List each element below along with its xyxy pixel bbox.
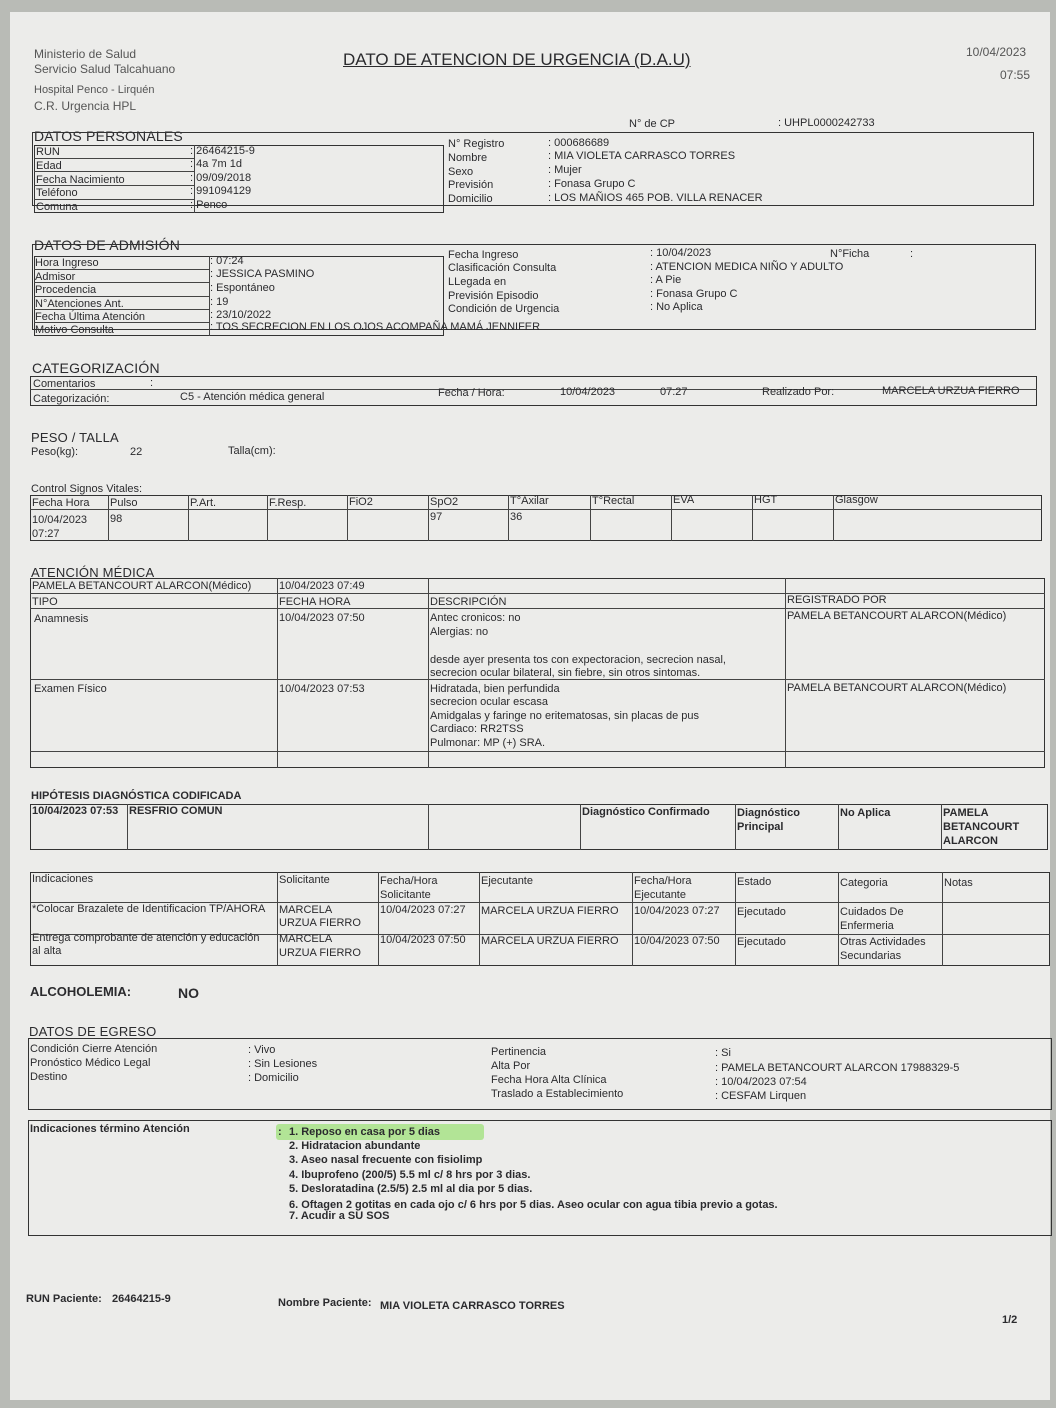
end-indications-label: Indicaciones término Atención [30, 1123, 190, 1135]
end-indications-box [28, 1120, 1052, 1236]
discharge-destination-label: Destino [30, 1071, 68, 1083]
prevision-label: Previsión [448, 179, 494, 191]
vitals-title: Control Signos Vitales: [31, 483, 143, 495]
footer-name-value: MIA VIOLETA CARRASCO TORRES [380, 1300, 565, 1312]
medical-header-registered: REGISTRADO POR [787, 594, 887, 606]
alcohol-label: ALCOHOLEMIA: [30, 984, 132, 999]
atenciones-label: N°Atenciones Ant. [35, 298, 124, 310]
unit-text: C.R. Urgencia HPL [34, 99, 137, 113]
ind-header-request-date: Fecha/Hora [380, 875, 438, 887]
domicilio-value: : LOS MAÑIOS 465 POB. VILLA RENACER [548, 192, 763, 204]
footer-run-label: RUN Paciente: [26, 1293, 102, 1305]
run-value: : 26464215-9 [190, 145, 255, 157]
diagnosis-principal: Diagnóstico [737, 807, 800, 819]
motivo-value: : TOS SECRECION EN LOS OJOS ACOMPAÑA MAMÁ JENNIFER [210, 321, 541, 333]
ministry-text: Ministerio de Salud [34, 47, 137, 61]
discharge-transfer-label: Traslado a Establecimiento [491, 1088, 624, 1100]
ind-header-status: Estado [737, 876, 772, 888]
medical-doctor-datetime: 10/04/2023 07:49 [279, 580, 365, 592]
vitals-header-fio2: FiO2 [349, 496, 373, 508]
hora-ingreso-value: : 07:24 [210, 255, 244, 267]
ind-row-1-category: Enfermeria [840, 920, 894, 932]
footer-name-label: Nombre Paciente: [278, 1297, 372, 1309]
discharge-pertinence-label: Pertinencia [491, 1046, 547, 1058]
vitals-header-glasgow: Glasgow [835, 494, 878, 506]
print-date: 10/04/2023 [966, 45, 1027, 59]
vitals-header-taxilar: T°Axilar [510, 495, 549, 507]
end-indication-item: 1. Reposo en casa por 5 dias [289, 1126, 441, 1138]
discharge-by-value: : PAMELA BETANCOURT ALARCON 17988329-5 [715, 1062, 960, 1074]
end-indication-item: 3. Aseo nasal frecuente con fisiolimp [289, 1154, 483, 1166]
weight-section-title: PESO / TALLA [31, 430, 119, 445]
age-label: Edad [36, 160, 62, 172]
birth-label: Fecha Nacimiento [36, 174, 125, 186]
end-indications-colon: : [278, 1126, 282, 1138]
categorization-time: 07:27 [660, 386, 688, 398]
end-indication-item: 4. Ibuprofeno (200/5) 5.5 ml c/ 8 hrs por 3 dias. [289, 1169, 531, 1181]
ind-row-1-requester: MARCELA [279, 904, 333, 916]
clasificacion-value: : ATENCION MEDICA NIÑO Y ADULTO [650, 261, 844, 273]
diagnosis-principal: Principal [737, 821, 784, 833]
nombre-value: : MIA VIOLETA CARRASCO TORRES [548, 150, 736, 162]
print-time: 07:55 [1000, 68, 1031, 82]
cp-label: N° de CP [629, 118, 675, 130]
cp-value: : UHPL0000242733 [778, 117, 875, 129]
ind-row-2-requester: URZUA FIERRO [279, 947, 361, 959]
categorization-datetime-label: Fecha / Hora: [438, 387, 505, 399]
domicilio-label: Domicilio [448, 193, 493, 205]
ind-row-2-executor: MARCELA URZUA FIERRO [481, 935, 619, 947]
ind-row-2-category: Otras Actividades [840, 936, 926, 948]
vitals-header-pulse: Pulso [110, 497, 138, 509]
page-number: 1/2 [1002, 1314, 1018, 1326]
anamnesis-datetime: 10/04/2023 07:50 [279, 612, 365, 624]
anamnesis-line: Antec cronicos: no [430, 612, 521, 624]
exam-line: Cardiaco: RR2TSS [430, 723, 524, 735]
hora-ingreso-label: Hora Ingreso [35, 257, 99, 269]
weight-label: Peso(kg): [31, 446, 79, 458]
fecha-ingreso-value: : 10/04/2023 [650, 247, 712, 259]
anamnesis-line: desde ayer presenta tos con expectoracion, secrecion nasal, [430, 654, 726, 666]
vitals-header-trectal: T°Rectal [592, 495, 635, 507]
ind-row-2-request-date: 10/04/2023 07:50 [380, 934, 466, 946]
ficha-value: : [910, 248, 914, 260]
hospital-text: Hospital Penco - Lirquén [34, 84, 155, 96]
comuna-value: : Penco [190, 199, 228, 211]
document-sheet [10, 12, 1050, 1400]
ind-header-request-date: Solicitante [380, 889, 431, 901]
service-text: Servicio Salud Talcahuano [34, 62, 176, 76]
end-indication-item: 2. Hidratacion abundante [289, 1140, 421, 1152]
exam-line: Amidgalas y faringe no eritematosas, sin placas de pus [430, 710, 700, 722]
personal-section-title: DATOS PERSONALES [34, 128, 183, 144]
atenciones-value: : 19 [210, 296, 229, 308]
fecha-ingreso-label: Fecha Ingreso [448, 249, 519, 261]
discharge-by-label: Alta Por [491, 1060, 531, 1072]
llegada-label: LLegada en [448, 276, 507, 288]
medical-doctor: PAMELA BETANCOURT ALARCON(Médico) [32, 580, 252, 592]
ind-header-exec-date: Ejecutante [634, 889, 686, 901]
llegada-value: : A Pie [650, 274, 682, 286]
run-label: RUN [36, 146, 60, 158]
ind-row-1-exec-date: 10/04/2023 07:27 [634, 905, 720, 917]
exam-line: Pulmonar: MP (+) SRA. [430, 737, 546, 749]
vitals-header-eva: EVA [673, 494, 695, 506]
comments-value: : [150, 377, 154, 389]
diagnosis-applies: No Aplica [840, 807, 891, 819]
vitals-header-spo2: SpO2 [430, 496, 459, 508]
ind-row-2-requester: MARCELA [279, 933, 333, 945]
exam-datetime: 10/04/2023 07:53 [279, 683, 365, 695]
phone-value: : 991094129 [190, 185, 252, 197]
vitals-row-pulse: 98 [110, 513, 123, 525]
ultima-atencion-label: Fecha Última Atención [35, 311, 146, 323]
categorization-by-label: Realizado Por: [762, 386, 835, 398]
phone-label: Teléfono [36, 187, 78, 199]
ind-row-2-category: Secundarias [840, 950, 902, 962]
ind-row-2-indication: al alta [32, 945, 62, 957]
vitals-row-date: 10/04/2023 [32, 514, 88, 526]
diagnosis-section-title: HIPÓTESIS DIAGNÓSTICA CODIFICADA [31, 790, 242, 802]
medical-header-type: TIPO [32, 596, 58, 608]
anamnesis-line: Alergias: no [430, 626, 489, 638]
alcohol-value: NO [178, 985, 199, 1001]
discharge-transfer-value: : CESFAM Lirquen [715, 1090, 807, 1102]
anamnesis-type: Anamnesis [34, 613, 89, 625]
categorization-date: 10/04/2023 [560, 386, 616, 398]
discharge-prognosis-value: : Sin Lesiones [248, 1058, 318, 1070]
categorization-label: Categorización: [33, 393, 110, 405]
ind-row-1-requester: URZUA FIERRO [279, 917, 361, 929]
medical-header-datetime: FECHA HORA [279, 596, 351, 608]
discharge-destination-value: : Domicilio [248, 1072, 299, 1084]
anamnesis-line: secrecion ocular bilateral, sin fiebre, sin otros sintomas. [430, 667, 701, 679]
categorization-section-title: CATEGORIZACIÓN [32, 360, 160, 376]
admission-section-title: DATOS DE ADMISIÓN [34, 237, 181, 253]
birth-value: : 09/09/2018 [190, 172, 252, 184]
ind-row-2-status: Ejecutado [737, 936, 786, 948]
admisor-value: : JESSICA PASMINO [210, 268, 315, 280]
discharge-datetime-value: : 10/04/2023 07:54 [715, 1076, 807, 1088]
medical-header-description: DESCRIPCIÓN [430, 596, 507, 608]
ind-row-1-indication: *Colocar Brazalete de Identificacion TP/AHORA [32, 903, 266, 915]
ind-row-1-category: Cuidados De [840, 906, 904, 918]
procedencia-label: Procedencia [35, 284, 97, 296]
ind-header-executor: Ejecutante [481, 875, 533, 887]
ind-header-exec-date: Fecha/Hora [634, 875, 692, 887]
vitals-header-bp: P.Art. [190, 497, 217, 509]
vitals-header-resp: F.Resp. [269, 497, 307, 509]
comuna-label: Comuna [36, 201, 78, 213]
discharge-condition-value: : Vivo [248, 1044, 276, 1056]
footer-run-value: 26464215-9 [112, 1293, 171, 1305]
prevision-episodio-value: : Fonasa Grupo C [650, 288, 738, 300]
ultima-atencion-value: : 23/10/2022 [210, 309, 272, 321]
prevision-episodio-label: Previsión Episodio [448, 290, 539, 302]
condicion-value: : No Aplica [650, 301, 703, 313]
vitals-header-datetime: Fecha Hora [32, 497, 90, 509]
categorization-value: C5 - Atención médica general [180, 391, 325, 403]
end-indication-item: 5. Desloratadina (2.5/5) 2.5 ml al dia por 5 dias. [289, 1183, 533, 1195]
diagnosis-doctor: BETANCOURT [943, 821, 1020, 833]
ind-row-1-status: Ejecutado [737, 906, 786, 918]
vitals-row-spo2: 97 [430, 511, 443, 523]
prevision-value: : Fonasa Grupo C [548, 178, 636, 190]
categorization-by-value: MARCELA URZUA FIERRO [882, 385, 1020, 397]
condicion-label: Condición de Urgencia [448, 303, 560, 315]
medical-section-title: ATENCIÓN MÉDICA [31, 565, 155, 580]
exam-registered: PAMELA BETANCOURT ALARCON(Médico) [787, 682, 1007, 694]
registro-value: : 000686689 [548, 137, 610, 149]
exam-type: Examen Físico [34, 683, 107, 695]
diagnosis-doctor: PAMELA [943, 807, 989, 819]
ind-header-requester: Solicitante [279, 874, 330, 886]
nombre-label: Nombre [448, 152, 488, 164]
diagnosis-name: RESFRIO COMUN [129, 805, 223, 817]
vitals-header-hgt: HGT [754, 494, 778, 506]
discharge-condition-label: Condición Cierre Atención [30, 1043, 158, 1055]
age-value: : 4a 7m 1d [190, 158, 242, 170]
discharge-prognosis-label: Pronóstico Médico Legal [30, 1057, 151, 1069]
exam-line: secrecion ocular escasa [430, 696, 549, 708]
admisor-label: Admisor [35, 271, 76, 283]
diagnosis-confirmed: Diagnóstico Confirmado [582, 806, 710, 818]
ind-row-2-exec-date: 10/04/2023 07:50 [634, 935, 720, 947]
discharge-datetime-label: Fecha Hora Alta Clínica [491, 1074, 607, 1086]
vitals-row-time: 07:27 [32, 528, 60, 540]
ind-row-1-request-date: 10/04/2023 07:27 [380, 904, 466, 916]
discharge-section-title: DATOS DE EGRESO [29, 1024, 157, 1039]
ind-row-1-executor: MARCELA URZUA FIERRO [481, 905, 619, 917]
motivo-label: Motivo Consulta [35, 324, 114, 336]
ind-header-notes: Notas [944, 877, 973, 889]
ind-header-indication: Indicaciones [32, 873, 94, 885]
clasificacion-label: Clasificación Consulta [448, 262, 557, 274]
diagnosis-doctor: ALARCON [943, 835, 998, 847]
registro-label: N° Registro [448, 138, 505, 150]
sexo-label: Sexo [448, 166, 474, 178]
exam-line: Hidratada, bien perfundida [430, 683, 560, 695]
document-title: DATO DE ATENCION DE URGENCIA (D.A.U) [343, 50, 691, 69]
comments-label: Comentarios [33, 378, 96, 390]
discharge-pertinence-value: : Si [715, 1047, 731, 1059]
vitals-row-temp: 36 [510, 511, 523, 523]
ind-row-2-indication: Entrega comprobante de atención y educación [32, 932, 260, 944]
height-label: Talla(cm): [228, 445, 276, 457]
diagnosis-datetime: 10/04/2023 07:53 [32, 805, 119, 817]
anamnesis-registered: PAMELA BETANCOURT ALARCON(Médico) [787, 610, 1007, 622]
end-indication-item: 6. Oftagen 2 gotitas en cada ojo c/ 6 hrs por 5 dias. Aseo ocular con agua tibia previo a gotas. [289, 1199, 778, 1211]
procedencia-value: : Espontáneo [210, 282, 275, 294]
ind-header-category: Categoria [840, 877, 888, 889]
weight-value: 22 [130, 446, 143, 458]
end-indication-item: 7. Acudir a SU SOS [289, 1210, 390, 1222]
sexo-value: : Mujer [548, 164, 582, 176]
ficha-label: N°Ficha [830, 248, 870, 260]
